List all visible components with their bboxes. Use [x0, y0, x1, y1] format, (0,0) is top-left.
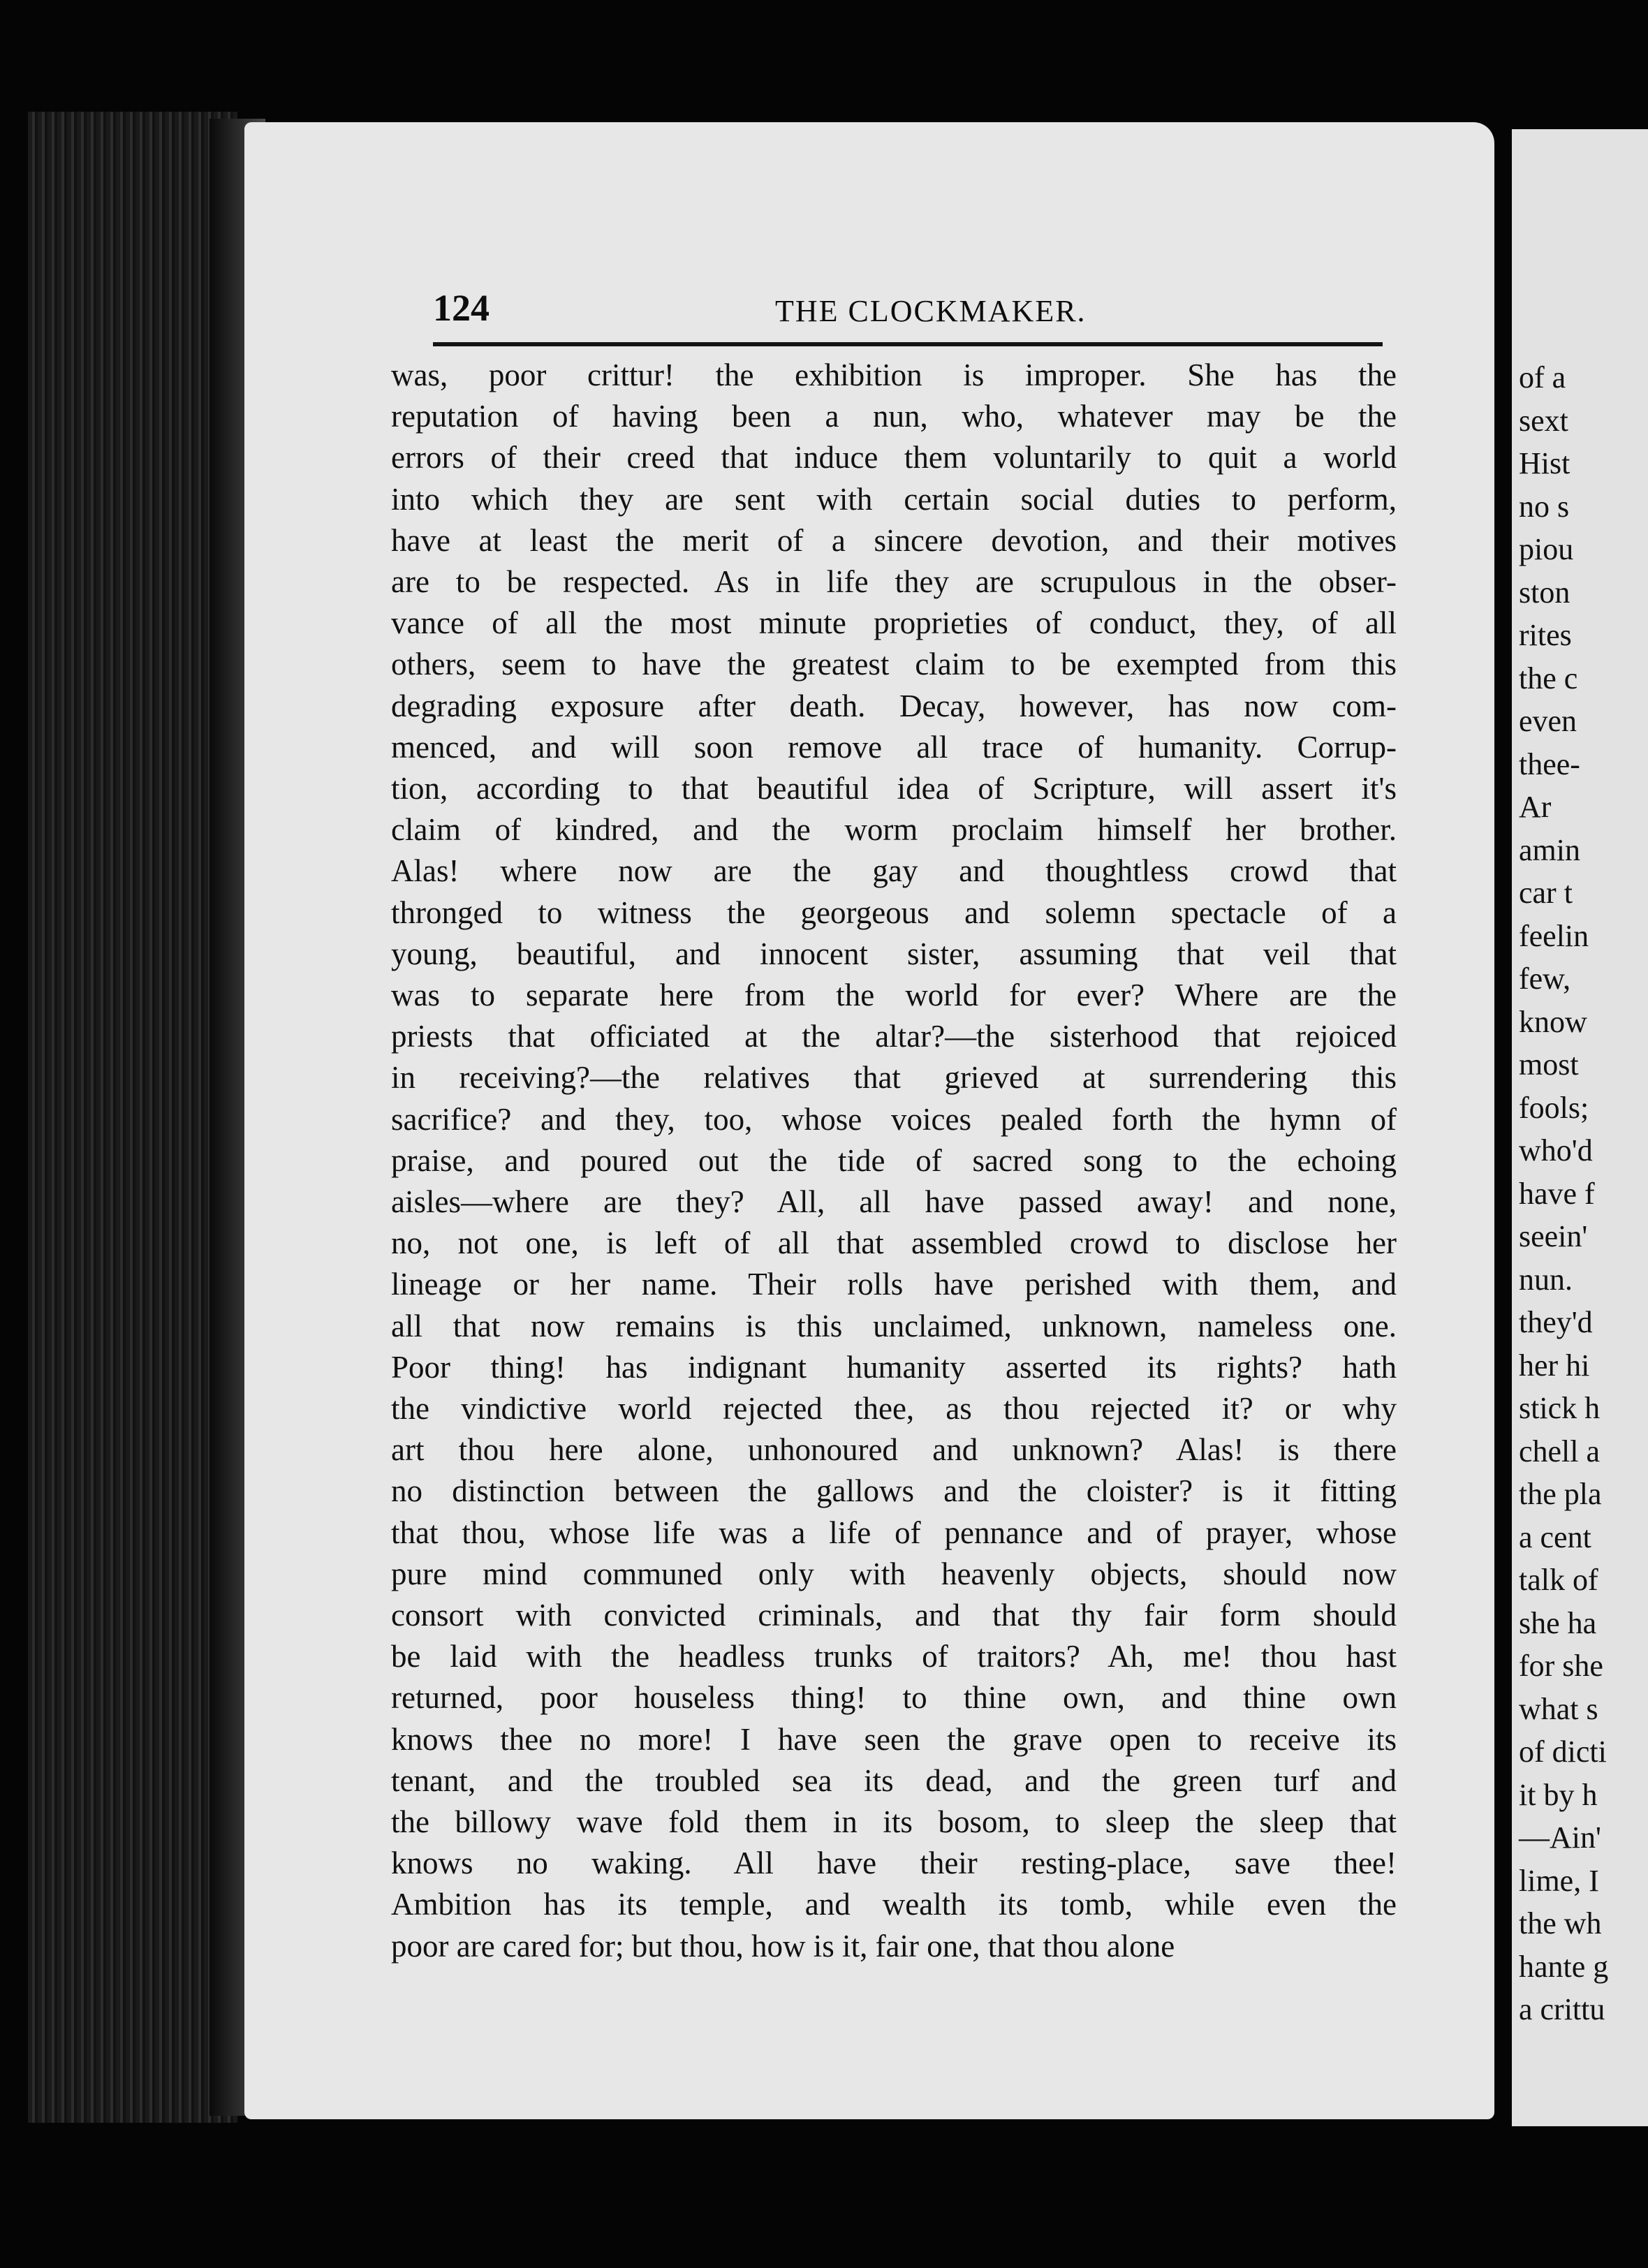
facing-page-line: of a: [1519, 360, 1566, 395]
facing-page-line: nun.: [1519, 1262, 1573, 1297]
text-line: was to separate here from the world for ever? Where are the: [391, 978, 1397, 1012]
text-line: poor are cared for; but thou, how is it, fair one, that thou alone: [391, 1929, 1175, 1964]
facing-page-line: what s: [1519, 1692, 1598, 1726]
facing-page-line: even: [1519, 704, 1577, 738]
facing-page-line: no s: [1519, 489, 1570, 524]
text-line: Alas! where now are the gay and thoughtless crowd that: [391, 853, 1397, 888]
facing-page-line: —Ain': [1519, 1820, 1601, 1855]
facing-page-line: piou: [1519, 532, 1574, 566]
facing-page-line: seein': [1519, 1219, 1588, 1253]
facing-page-line: talk of: [1519, 1563, 1598, 1597]
facing-page-line: fools;: [1519, 1091, 1589, 1125]
facing-page-line: sext: [1519, 404, 1568, 438]
text-line: no, not one, is left of all that assembled crowd to disclose her: [391, 1225, 1397, 1260]
text-line: errors of their creed that induce them voluntarily to quit a world: [391, 440, 1397, 475]
facing-page-line: lime, I: [1519, 1864, 1599, 1898]
text-line: knows thee no more! I have seen the grave open to receive its: [391, 1722, 1397, 1757]
text-line: all that now remains is this unclaimed, unknown, nameless one.: [391, 1309, 1397, 1343]
facing-page-line: chell a: [1519, 1434, 1601, 1468]
running-title: THE CLOCKMAKER.: [775, 294, 1087, 328]
text-line: praise, and poured out the tide of sacred song to the echoing: [391, 1143, 1397, 1178]
facing-page-line: of dicti: [1519, 1735, 1607, 1769]
text-line: that thou, whose life was a life of pennance and of prayer, whose: [391, 1515, 1397, 1550]
text-line: be laid with the headless trunks of traitors? Ah, me! thou hast: [391, 1639, 1397, 1674]
page-number: 124: [433, 287, 490, 329]
text-line: reputation of having been a nun, who, whatever may be the: [391, 399, 1397, 434]
page-header: [433, 286, 1411, 335]
facing-page-line: few,: [1519, 962, 1571, 996]
text-line: others, seem to have the greatest claim to be exempted from this: [391, 647, 1397, 682]
text-line: are to be respected. As in life they are scrupulous in the obser-: [391, 564, 1397, 599]
facing-page-fragment: [1512, 129, 1648, 2126]
facing-page-line: a crittu: [1519, 1992, 1605, 2026]
text-line: art thou here alone, unhonoured and unknown? Alas! is there: [391, 1432, 1397, 1467]
text-line: into which they are sent with certain social duties to perform,: [391, 482, 1397, 517]
text-line: the billowy wave fold them in its bosom, to sleep the sleep that: [391, 1804, 1397, 1839]
text-line: no distinction between the gallows and the cloister? is it fitting: [391, 1473, 1397, 1508]
text-line: was, poor crittur! the exhibition is improper. She has the: [391, 358, 1397, 392]
text-line: priests that officiated at the altar?—the sisterhood that rejoiced: [391, 1019, 1397, 1054]
facing-page-line: Ar: [1519, 790, 1552, 824]
facing-page-line: stick h: [1519, 1391, 1601, 1425]
text-line: Poor thing! has indignant humanity asserted its rights? hath: [391, 1350, 1397, 1385]
facing-page-line: have f: [1519, 1177, 1595, 1211]
text-line: the vindictive world rejected thee, as thou rejected it? or why: [391, 1391, 1397, 1426]
facing-page-line: for she: [1519, 1649, 1603, 1683]
text-line: degrading exposure after death. Decay, however, has now com-: [391, 688, 1397, 723]
text-line: lineage or her name. Their rolls have perished with them, and: [391, 1267, 1397, 1302]
text-line: thronged to witness the georgeous and solemn spectacle of a: [391, 895, 1397, 930]
facing-page-line: Hist: [1519, 446, 1570, 480]
text-line: have at least the merit of a sincere devotion, and their motives: [391, 523, 1397, 558]
text-line: tion, according to that beautiful idea of Scripture, will assert it's: [391, 771, 1397, 806]
facing-page-line: car t: [1519, 876, 1573, 910]
facing-page-line: the c: [1519, 661, 1578, 695]
text-line: claim of kindred, and the worm proclaim himself her brother.: [391, 812, 1397, 847]
body-text: [391, 356, 1397, 1976]
facing-page-line: the pla: [1519, 1477, 1602, 1511]
facing-page-line: it by h: [1519, 1778, 1598, 1812]
text-line: aisles—where are they? All, all have passed away! and none,: [391, 1184, 1397, 1219]
facing-page-line: rites: [1519, 618, 1572, 652]
facing-page-line: most: [1519, 1047, 1579, 1082]
text-line: menced, and will soon remove all trace of humanity. Corrup-: [391, 730, 1397, 765]
facing-page-line: ston: [1519, 575, 1570, 610]
facing-page-line: they'd: [1519, 1305, 1593, 1339]
facing-page-line: feelin: [1519, 919, 1589, 953]
text-line: sacrifice? and they, too, whose voices pealed forth the hymn of: [391, 1102, 1397, 1137]
text-line: tenant, and the troubled sea its dead, and the green turf and: [391, 1763, 1397, 1798]
book-page-edges: [28, 112, 237, 2123]
text-line: returned, poor houseless thing! to thine own, and thine own: [391, 1680, 1397, 1715]
text-line: knows no waking. All have their resting-place, save thee!: [391, 1846, 1397, 1880]
facing-page-line: a cent: [1519, 1520, 1591, 1554]
facing-page-line: know: [1519, 1005, 1587, 1039]
text-line: in receiving?—the relatives that grieved at surrendering this: [391, 1060, 1397, 1095]
text-line: pure mind communed only with heavenly objects, should now: [391, 1556, 1397, 1591]
text-line: vance of all the most minute proprieties of conduct, they, of all: [391, 605, 1397, 640]
facing-page-line: thee-: [1519, 747, 1580, 781]
text-line: Ambition has its temple, and wealth its tomb, while even the: [391, 1887, 1397, 1922]
facing-page-line: her hi: [1519, 1348, 1590, 1383]
text-line: consort with convicted criminals, and that thy fair form should: [391, 1598, 1397, 1633]
facing-page-line: amin: [1519, 833, 1580, 867]
facing-page-line: the wh: [1519, 1906, 1602, 1941]
facing-page-line: hante g: [1519, 1950, 1609, 1984]
facing-page-line: she ha: [1519, 1606, 1597, 1640]
header-rule: [433, 342, 1383, 346]
facing-page-line: who'd: [1519, 1133, 1593, 1168]
text-line: young, beautiful, and innocent sister, assuming that veil that: [391, 936, 1397, 971]
